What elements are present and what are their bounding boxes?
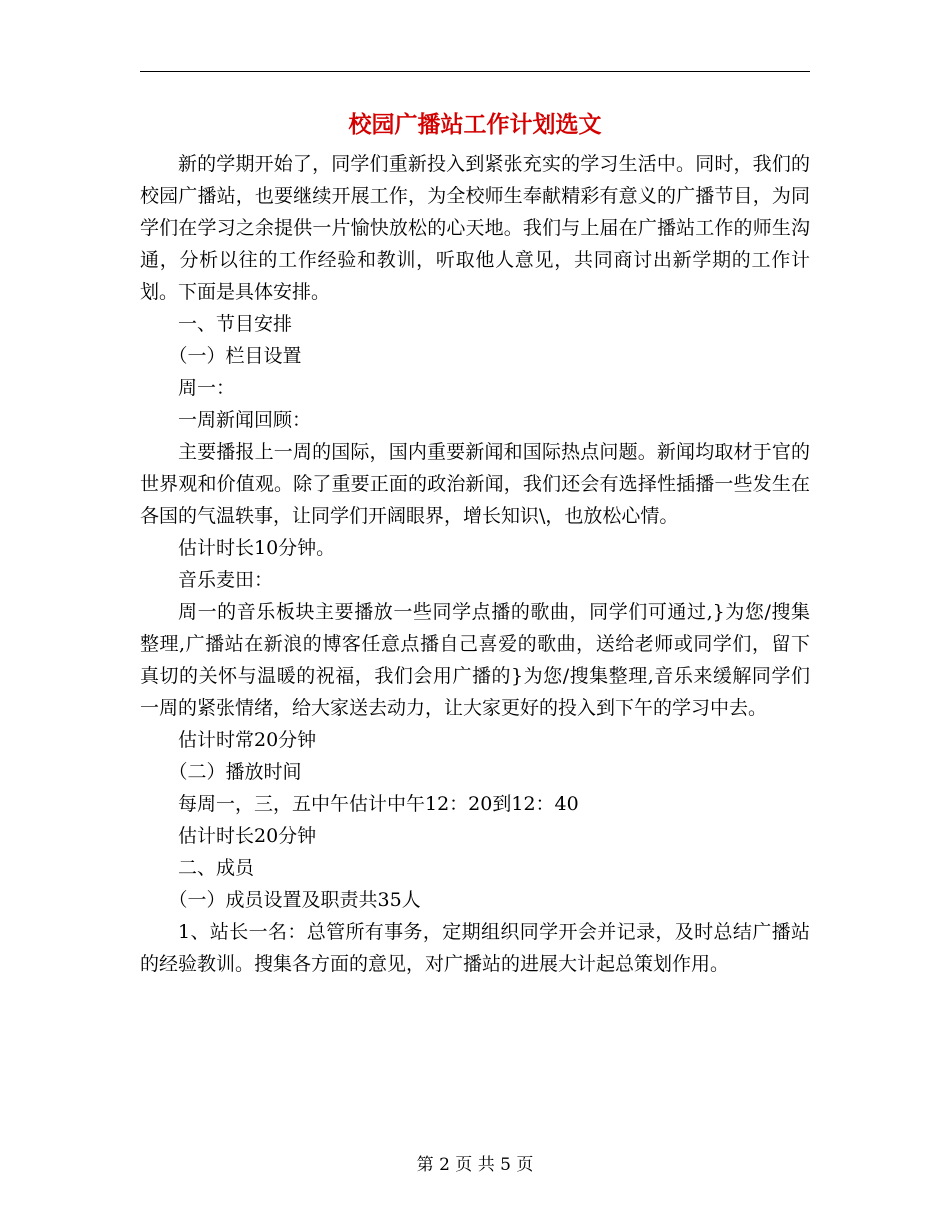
paragraph-monday: 周一： — [178, 377, 236, 399]
paragraph-weekly-news-body: 主要播报上一周的国际，国内重要新闻和国际热点问题。新闻均取材于官的世界观和价值观。除了重要正面的政治新闻，我们还会有选择性插播一些发生在各国的气温轶事，让同学们开阔眼界，增长知识\，也放松心情。 — [140, 441, 810, 527]
paragraph-duration-10: 估计时长10分钟。 — [178, 537, 336, 559]
subheading-member-setup: （一）成员设置及职责共35人 — [168, 889, 421, 911]
subheading-column-setup: （一）栏目设置 — [168, 345, 302, 367]
heading-members: 二、成员 — [178, 857, 255, 879]
paragraph-schedule: 每周一，三，五中午估计中午12：20到12：40 — [178, 793, 579, 815]
paragraph-music-field-body: 周一的音乐板块主要播放一些同学点播的歌曲，同学们可通过,}为您/搜集整理,广播站在新浪的博客任意点播自己喜爱的歌曲，送给老师或同学们，留下真切的关怀与温暖的祝福，我们会用广播的}为您/搜集整理,音乐来缓解同学们一周的紧张情绪，给大家送去动力，让大家更好的投入到下午的学习中去。 — [140, 601, 810, 719]
paragraph-station-head: 1、站长一名：总管所有事务，定期组织同学开会并记录，及时总结广播站的经验教训。搜集各方面的意见，对广播站的进展大计起总策划作用。 — [140, 921, 810, 975]
paragraph-music-field-title: 音乐麦田： — [178, 569, 274, 591]
paragraph-duration-20a: 估计时常20分钟 — [178, 729, 317, 751]
document-body — [140, 148, 810, 980]
paragraph-duration-20b: 估计时长20分钟 — [178, 825, 317, 847]
header-rule — [140, 71, 810, 72]
paragraph-intro: 新的学期开始了，同学们重新投入到紧张充实的学习生活中。同时，我们的校园广播站，也要继续开展工作，为全校师生奉献精彩有意义的广播节目，为同学们在学习之余提供一片愉快放松的心天地。我们与上届在广播站工作的师生沟通，分析以往的工作经验和教训，听取他人意见，共同商讨出新学期的工作计划。下面是具体安排。 — [140, 153, 810, 303]
subheading-broadcast-time: （二）播放时间 — [168, 761, 302, 783]
document-title: 校园广播站工作计划选文 — [348, 111, 602, 138]
page-number: 第 2 页 共 5 页 — [416, 1155, 534, 1175]
heading-program-arrangement: 一、节目安排 — [178, 313, 293, 335]
paragraph-weekly-news-title: 一周新闻回顾： — [178, 409, 312, 431]
